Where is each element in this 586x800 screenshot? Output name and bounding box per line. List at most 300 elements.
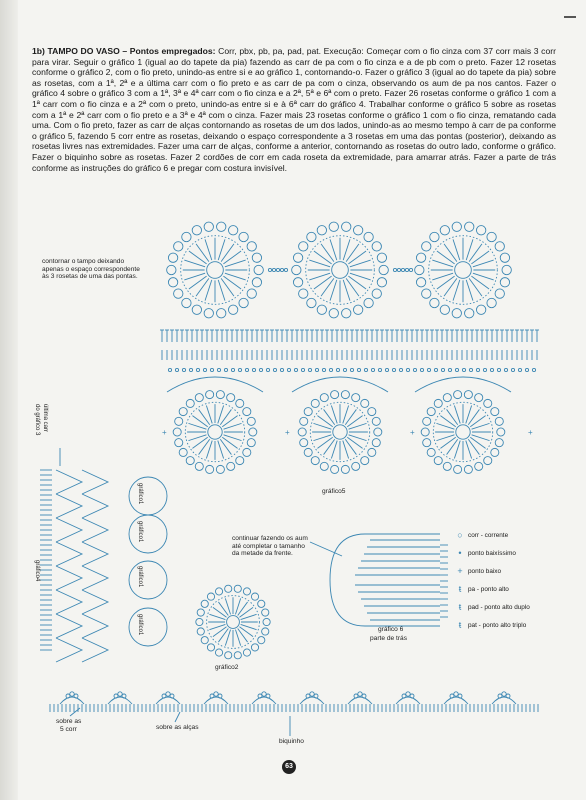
grafico2-rosette-picot bbox=[263, 618, 270, 625]
mid-rosette-0-picot bbox=[236, 457, 244, 465]
chain-row bbox=[189, 368, 192, 371]
plus-mark: + bbox=[528, 428, 533, 437]
mid-rosette-2-picot bbox=[495, 439, 503, 447]
label-biquinho: biquinho bbox=[279, 738, 304, 745]
mid-rosette-2-picot bbox=[464, 391, 472, 399]
grafico2-rosette-picot bbox=[215, 649, 222, 656]
grafico2-rosette-picot bbox=[201, 600, 208, 607]
top-rosette-0-picot bbox=[174, 289, 183, 298]
legend-text: ponto baixo bbox=[468, 567, 502, 575]
mid-rosette-1-picot bbox=[304, 448, 312, 456]
top-rosette-1-picot bbox=[299, 242, 308, 251]
band-zigzag bbox=[56, 566, 82, 590]
top-rosette-1-picot bbox=[379, 265, 388, 274]
label-grafico5: gráfico5 bbox=[322, 488, 346, 495]
band-zigzag bbox=[56, 494, 82, 518]
top-rosette-2-picot bbox=[416, 253, 425, 262]
legend-row bbox=[452, 616, 572, 634]
mid-rosette-2-picot bbox=[497, 428, 505, 436]
legend-text: pat - ponto alto triplo bbox=[468, 621, 527, 629]
chain-row bbox=[175, 368, 178, 371]
page-number: 63 bbox=[282, 760, 296, 774]
label-sobre-5corr bbox=[56, 718, 81, 733]
chain-row bbox=[455, 368, 458, 371]
chain-row bbox=[350, 368, 353, 371]
mid-rosette-0-picot bbox=[186, 457, 194, 465]
chain-row bbox=[168, 368, 171, 371]
chain-row bbox=[287, 368, 290, 371]
chain-row bbox=[301, 368, 304, 371]
picot-dot bbox=[358, 692, 362, 696]
mid-rosette-0-picot bbox=[206, 391, 214, 399]
picot-dot bbox=[406, 692, 410, 696]
mid-rosette-0-picot bbox=[227, 462, 235, 470]
chain-row bbox=[427, 368, 430, 371]
chain-row bbox=[210, 368, 213, 371]
top-rosette-0-picot bbox=[228, 226, 237, 235]
top-rosette-1-picot bbox=[372, 289, 381, 298]
mid-rosette-0-picot bbox=[186, 399, 194, 407]
legend-row bbox=[452, 598, 572, 616]
mid-rosette-1-picot bbox=[368, 448, 376, 456]
chain-row bbox=[518, 368, 521, 371]
picot-dot bbox=[166, 692, 170, 696]
top-rosette-2-picot bbox=[500, 278, 509, 287]
treble-crochet-icon: ŧ bbox=[458, 602, 462, 612]
grafico2-rosette-picot bbox=[251, 593, 258, 600]
label-ultima-carr bbox=[33, 404, 48, 435]
picot-arc bbox=[204, 697, 228, 704]
top-rosette-2-picot bbox=[415, 265, 424, 274]
mid-rosette-1-picot bbox=[341, 391, 349, 399]
label-line: 5 corr bbox=[60, 725, 77, 733]
top-rosette-1-picot bbox=[353, 305, 362, 314]
top-rosette-2-picot bbox=[452, 309, 461, 318]
top-rosette-1-center bbox=[332, 262, 349, 279]
grafico2-rosette-picot bbox=[243, 649, 250, 656]
mid-rosette-1-picot bbox=[298, 428, 306, 436]
top-rosette-2-picot bbox=[452, 222, 461, 231]
top-rosette-1-picot bbox=[317, 226, 326, 235]
mid-rosette-1-picot bbox=[361, 457, 369, 465]
picot-arc bbox=[252, 697, 276, 704]
top-rosette-0-picot bbox=[239, 232, 248, 241]
top-rosette-2-picot bbox=[422, 289, 431, 298]
picot-arc bbox=[444, 697, 468, 704]
picot-arc bbox=[300, 697, 324, 704]
band-zigzag bbox=[82, 494, 108, 518]
mid-rosette-1-picot bbox=[300, 417, 308, 425]
top-rosette-0-picot bbox=[217, 309, 226, 318]
mid-rosette-1-picot bbox=[372, 439, 380, 447]
mid-rosette-2-picot bbox=[454, 465, 462, 473]
label-line: apenas o espaço correspondente bbox=[42, 265, 140, 273]
top-rosette-1-picot bbox=[307, 232, 316, 241]
band-zigzag bbox=[56, 518, 82, 542]
top-rosette-1-picot bbox=[364, 298, 373, 307]
chain-row bbox=[217, 368, 220, 371]
mid-rosette-2-picot bbox=[427, 448, 435, 456]
legend-text: corr - corrente bbox=[468, 531, 509, 539]
picot-arc bbox=[492, 697, 516, 704]
chain-row bbox=[343, 368, 346, 371]
chain-row bbox=[448, 368, 451, 371]
top-rosette-1-picot bbox=[329, 222, 338, 231]
top-rosette-0-picot bbox=[182, 298, 191, 307]
mid-rosette-0-picot bbox=[236, 399, 244, 407]
mid-rosette-2-picot bbox=[454, 391, 462, 399]
mid-rosette-0-picot bbox=[179, 448, 187, 456]
mid-rosette-2-picot bbox=[475, 462, 483, 470]
chain-row bbox=[483, 368, 486, 371]
grafico2-rosette-picot bbox=[251, 644, 258, 651]
picot-dot bbox=[502, 692, 506, 696]
picot-dot bbox=[70, 692, 74, 696]
band-zigzag bbox=[82, 638, 108, 662]
top-rosette-0-picot bbox=[204, 222, 213, 231]
band-zigzag bbox=[56, 542, 82, 566]
mid-rosette-1-picot bbox=[331, 391, 339, 399]
chain-row bbox=[378, 368, 381, 371]
chain-row bbox=[462, 368, 465, 371]
mid-rosette-2-picot bbox=[443, 462, 451, 470]
label-line: do gráfico 3 bbox=[34, 404, 41, 436]
chain-row bbox=[441, 368, 444, 371]
mid-rosette-2-picot bbox=[484, 457, 492, 465]
top-rosette-0-picot bbox=[252, 253, 261, 262]
mid-rosette-0-picot bbox=[216, 391, 224, 399]
mid-rosette-2-picot bbox=[423, 417, 431, 425]
grafico2-rosette-picot bbox=[196, 618, 203, 625]
plus-mark: + bbox=[410, 428, 415, 437]
arc-0 bbox=[167, 377, 263, 392]
legend-row bbox=[452, 562, 572, 580]
picot-arc bbox=[108, 697, 132, 704]
chain-row bbox=[203, 368, 206, 371]
label-grafico2: gráfico2 bbox=[215, 664, 239, 671]
top-rosette-2-picot bbox=[465, 222, 474, 231]
grafico2-rosette-picot bbox=[258, 637, 265, 644]
mid-rosette-1-picot bbox=[300, 439, 308, 447]
top-rosette-1-picot bbox=[293, 253, 302, 262]
top-rosette-0-picot bbox=[174, 242, 183, 251]
mid-rosette-0-picot bbox=[227, 394, 235, 402]
chain-row bbox=[469, 368, 472, 371]
connector-chain bbox=[272, 268, 275, 271]
chain-row bbox=[371, 368, 374, 371]
label-line: contornar o tampo deixando bbox=[42, 258, 125, 265]
mid-rosette-1-picot bbox=[304, 408, 312, 416]
label-grafico1-b: gráfico1 bbox=[137, 521, 143, 543]
top-rosette-1-picot bbox=[353, 226, 362, 235]
mid-rosette-0-picot bbox=[247, 439, 255, 447]
top-rosette-1-picot bbox=[292, 265, 301, 274]
band-zigzag bbox=[56, 614, 82, 638]
grafico6-outline bbox=[330, 534, 440, 626]
picot-arc bbox=[156, 697, 180, 704]
mid-rosette-2-picot bbox=[491, 408, 499, 416]
legend-text: ponto baixíssimo bbox=[468, 549, 516, 557]
mid-rosette-2-picot bbox=[434, 399, 442, 407]
chain-row bbox=[364, 368, 367, 371]
top-rosette-2-picot bbox=[430, 298, 439, 307]
top-rosette-2-center bbox=[455, 262, 472, 279]
mid-rosette-1-picot bbox=[372, 417, 380, 425]
top-rosette-0-picot bbox=[247, 242, 256, 251]
picot-arc bbox=[60, 697, 84, 704]
mid-rosette-1-picot bbox=[331, 465, 339, 473]
triple-treble-icon: ŧ bbox=[458, 620, 462, 630]
top-rosette-1-picot bbox=[342, 309, 351, 318]
connector-chain bbox=[405, 268, 408, 271]
top-rosette-0-picot bbox=[168, 253, 177, 262]
label-continuar bbox=[232, 535, 308, 558]
top-rosette-1-picot bbox=[299, 289, 308, 298]
connector-chain bbox=[393, 268, 396, 271]
mid-rosette-2-picot bbox=[421, 428, 429, 436]
legend-text: pa - ponto alto bbox=[468, 585, 509, 593]
top-rosette-0-picot bbox=[192, 226, 201, 235]
label-line: da metade da frente. bbox=[232, 550, 293, 558]
top-rosette-0-picot bbox=[182, 232, 191, 241]
mid-rosette-2-center bbox=[456, 425, 470, 439]
grafico2-rosette-picot bbox=[234, 652, 241, 659]
picot-dot bbox=[310, 692, 314, 696]
chain-row bbox=[252, 368, 255, 371]
grafico2-rosette-picot bbox=[243, 588, 250, 595]
picot-dot bbox=[262, 692, 266, 696]
mid-rosette-0-picot bbox=[243, 408, 251, 416]
grafico2-rosette-picot bbox=[225, 585, 232, 592]
top-rosette-2-picot bbox=[440, 226, 449, 235]
arc-2 bbox=[415, 377, 511, 392]
grafico2-rosette-picot bbox=[262, 609, 269, 616]
grafico2-rosette-picot bbox=[197, 609, 204, 616]
mid-rosette-2-picot bbox=[434, 457, 442, 465]
chain-row bbox=[266, 368, 269, 371]
band-zigzag bbox=[56, 638, 82, 662]
mid-rosette-0-picot bbox=[175, 439, 183, 447]
top-rosette-1-picot bbox=[372, 242, 381, 251]
mid-rosette-1-picot bbox=[374, 428, 382, 436]
chain-row bbox=[532, 368, 535, 371]
grafico2-rosette-picot bbox=[258, 600, 265, 607]
mid-rosette-0-picot bbox=[249, 428, 257, 436]
mid-rosette-1-picot bbox=[320, 462, 328, 470]
chain-row bbox=[273, 368, 276, 371]
chain-row bbox=[294, 368, 297, 371]
mid-rosette-1-picot bbox=[311, 457, 319, 465]
mid-rosette-2-picot bbox=[423, 439, 431, 447]
mid-rosette-1-picot bbox=[361, 399, 369, 407]
pointer-line bbox=[175, 712, 180, 722]
label-line: última carr bbox=[42, 404, 48, 433]
chain-row bbox=[525, 368, 528, 371]
mid-rosette-1-picot bbox=[341, 465, 349, 473]
top-rosette-2-picot bbox=[440, 305, 449, 314]
top-rosette-0-picot bbox=[204, 309, 213, 318]
mid-rosette-2-picot bbox=[475, 394, 483, 402]
connector-chain bbox=[397, 268, 400, 271]
connector-chain bbox=[409, 268, 412, 271]
mid-rosette-1-picot bbox=[352, 394, 360, 402]
grafico2-rosette-center bbox=[227, 616, 240, 629]
grafico2-rosette-picot bbox=[215, 588, 222, 595]
pointer-line bbox=[70, 708, 80, 716]
top-rosette-2-picot bbox=[416, 278, 425, 287]
legend-row bbox=[452, 544, 572, 562]
top-rosette-2-picot bbox=[476, 305, 485, 314]
mid-rosette-0-picot bbox=[243, 448, 251, 456]
mid-rosette-2-picot bbox=[495, 417, 503, 425]
stitch-legend bbox=[452, 526, 572, 634]
band-zigzag bbox=[82, 614, 108, 638]
top-rosette-2-picot bbox=[495, 242, 504, 251]
grafico2-rosette-picot bbox=[262, 628, 269, 635]
pointer-line bbox=[310, 542, 342, 556]
top-rosette-0-picot bbox=[239, 298, 248, 307]
band-zigzag bbox=[82, 590, 108, 614]
chain-row bbox=[511, 368, 514, 371]
top-rosette-1-picot bbox=[377, 278, 386, 287]
chain-row bbox=[413, 368, 416, 371]
chain-row bbox=[245, 368, 248, 371]
chain-row bbox=[231, 368, 234, 371]
connector-chain bbox=[280, 268, 283, 271]
top-rosette-2-picot bbox=[502, 265, 511, 274]
band-zigzag bbox=[82, 518, 108, 542]
picot-dot bbox=[214, 692, 218, 696]
slip-stitch-icon: • bbox=[458, 548, 462, 558]
label-sobre-alcas: sobre as alças bbox=[156, 724, 199, 731]
label-grafico1-d: gráfico1 bbox=[137, 614, 143, 636]
mid-rosette-0-picot bbox=[175, 417, 183, 425]
mid-rosette-2-picot bbox=[427, 408, 435, 416]
mid-rosette-2-picot bbox=[443, 394, 451, 402]
top-rosette-0-picot bbox=[167, 265, 176, 274]
top-rosette-1-picot bbox=[377, 253, 386, 262]
mid-rosette-0-picot bbox=[216, 465, 224, 473]
connector-chain bbox=[276, 268, 279, 271]
label-line: às 3 rosetas de uma das pontas. bbox=[42, 273, 138, 281]
mid-rosette-1-picot bbox=[352, 462, 360, 470]
grafico2-rosette-picot bbox=[234, 585, 241, 592]
chain-row bbox=[497, 368, 500, 371]
arc-1 bbox=[292, 377, 388, 392]
double-crochet-icon: ŧ bbox=[458, 584, 462, 594]
top-rosette-2-picot bbox=[476, 226, 485, 235]
grafico2-rosette-picot bbox=[207, 593, 214, 600]
grafico2-rosette-picot bbox=[197, 628, 204, 635]
legend-row bbox=[452, 526, 572, 544]
mid-rosette-0-picot bbox=[195, 462, 203, 470]
top-rosette-0-picot bbox=[217, 222, 226, 231]
mid-rosette-2-picot bbox=[491, 448, 499, 456]
mid-rosette-0-picot bbox=[195, 394, 203, 402]
chain-row bbox=[259, 368, 262, 371]
legend-row bbox=[452, 580, 572, 598]
top-rosette-2-picot bbox=[430, 232, 439, 241]
band-zigzag bbox=[82, 470, 108, 494]
chain-row bbox=[392, 368, 395, 371]
connector-chain bbox=[268, 268, 271, 271]
top-rosette-2-picot bbox=[500, 253, 509, 262]
chain-row bbox=[322, 368, 325, 371]
mid-rosette-2-picot bbox=[464, 465, 472, 473]
label-grafico4: gráfico4 bbox=[34, 560, 40, 582]
top-rosette-0-picot bbox=[192, 305, 201, 314]
label-line: continuar fazendo os aum bbox=[232, 535, 308, 542]
grafico2-rosette-picot bbox=[201, 637, 208, 644]
top-rosette-0-picot bbox=[252, 278, 261, 287]
top-rosette-0-picot bbox=[254, 265, 263, 274]
label-grafico1-a: gráfico1 bbox=[137, 483, 143, 505]
chain-row bbox=[476, 368, 479, 371]
grafico2-rosette-picot bbox=[207, 644, 214, 651]
legend-text: pad - ponto alto duplo bbox=[468, 603, 530, 611]
band-zigzag bbox=[82, 542, 108, 566]
top-rosette-2-picot bbox=[465, 309, 474, 318]
top-rosette-1-picot bbox=[364, 232, 373, 241]
picot-dot bbox=[118, 692, 122, 696]
chain-row bbox=[434, 368, 437, 371]
top-rosette-2-picot bbox=[495, 289, 504, 298]
chain-row bbox=[329, 368, 332, 371]
label-parte-tras: parte de trás bbox=[370, 635, 408, 642]
picot-arc bbox=[348, 697, 372, 704]
top-rosette-1-picot bbox=[307, 298, 316, 307]
chain-row bbox=[224, 368, 227, 371]
plus-mark: + bbox=[285, 428, 290, 437]
top-rosette-1-picot bbox=[329, 309, 338, 318]
mid-rosette-1-picot bbox=[368, 408, 376, 416]
mid-rosette-2-picot bbox=[484, 399, 492, 407]
mid-rosette-1-picot bbox=[320, 394, 328, 402]
mid-rosette-0-picot bbox=[173, 428, 181, 436]
chain-row bbox=[504, 368, 507, 371]
mid-rosette-1-picot bbox=[311, 399, 319, 407]
top-rosette-1-picot bbox=[293, 278, 302, 287]
chain-row bbox=[238, 368, 241, 371]
top-rosette-0-picot bbox=[168, 278, 177, 287]
chain-stitch-icon: ○ bbox=[457, 530, 463, 540]
picot-dot bbox=[454, 692, 458, 696]
mid-rosette-0-center bbox=[208, 425, 222, 439]
top-rosette-2-picot bbox=[487, 298, 496, 307]
chain-row bbox=[385, 368, 388, 371]
label-line: até completar o tamanho bbox=[232, 542, 305, 550]
instructions-body: Corr, pbx, pb, pa, pad, pat. Execução: Começar com o fio cinza com 37 corr mais 3 corr para virar. Seguir o gráfico 1 (igual ao do tapete da pia) fazendo as carr de pa com o fio cinza e a de pb com o preto. Fazer 12 rosetas conforme o gráfico 2, com o fio preto, unindo-as entre si e ao gráfico 1, contornando-o. Fazer o gráfico 3 (igual ao do tapete da pia) sobre as rosetas, com a 1ª, 2ª e a última carr com o fio preto e as carr de pa com o cinza, observando os aum de pa nos cantos. Fazer o gráfico 4 sobre o gráfico 3 com a 1ª, 3ª e 4ª carr com o fio cinza e a 2ª, 5ª e 6ª com o preto. Fazer 26 rosetas conforme o gráfico 1 com a 1ª carr com o fio cinza e a 2ª com o preto, unindo-as entre si e à 6ª carr do gráfico 4. Trabalhar conforme o gráfico 5 sobre as rosetas com a 1ª e 2ª carr com o fio preto e a 3ª e 4ª com o cinza. Fazer mais 23 rosetas conforme o gráfico 1 com o fio cinza, rematando cada uma. Com o fio preto, fazer as carr de alças contornando as rosetas de um dos lados, unindo-as ao mesmo tempo à carr de pa conforme o gráfico 5, fazendo 5 corr entre as rosetas, deixando o espaço correspondente a 3 rosetas em uma das pontas (posterior), deixando as rosetas livres nas extremidades. Fazer uma carr de alças, conforme a anterior, contornando as rosetas do outro lado, conforme o gráfico. Fazer o biquinho sobre as rosetas. Fazer 2 cordões de corr em cada roseta da extremidade, para amarrar atrás. Fazer a parte de trás conforme as instruções do gráfico 6 e pregar com costura invisível. bbox=[32, 46, 556, 173]
chain-row bbox=[490, 368, 493, 371]
connector-chain bbox=[284, 268, 287, 271]
label-grafico1-c: gráfico1 bbox=[137, 566, 143, 588]
grafico2-rosette-picot bbox=[225, 652, 232, 659]
plus-mark: + bbox=[162, 428, 167, 437]
band-zigzag bbox=[56, 470, 82, 494]
mid-rosette-0-picot bbox=[179, 408, 187, 416]
instructions-lead: 1b) TAMPO DO VASO – Pontos empregados: bbox=[32, 46, 216, 56]
mid-rosette-1-center bbox=[333, 425, 347, 439]
chain-row bbox=[420, 368, 423, 371]
chain-row bbox=[357, 368, 360, 371]
band-zigzag bbox=[82, 566, 108, 590]
top-rosette-0-center bbox=[207, 262, 224, 279]
mid-rosette-0-picot bbox=[247, 417, 255, 425]
connector-chain bbox=[401, 268, 404, 271]
chain-row bbox=[308, 368, 311, 371]
top-rosette-2-picot bbox=[422, 242, 431, 251]
chain-row bbox=[315, 368, 318, 371]
